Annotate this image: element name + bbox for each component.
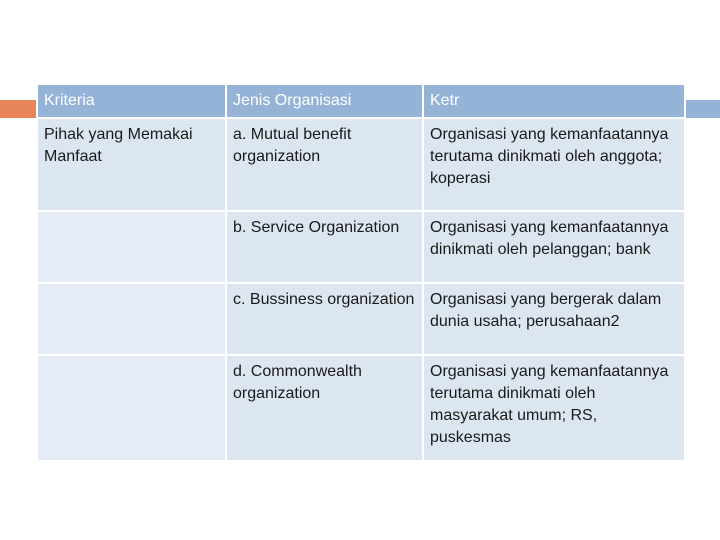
table-row [37,211,685,283]
header-ketr: Ketr [423,84,685,118]
accent-bar-left [0,100,36,118]
accent-bar-right [686,100,720,118]
cell-kriteria: Pihak yang Memakai Manfaat [37,118,226,211]
cell-jenis: a. Mutual benefit organization [226,118,423,211]
cell-ketr: Organisasi yang kemanfaatannya terutama dinikmati oleh masyarakat umum; RS, puskesmas [423,355,685,461]
cell-kriteria [37,283,226,355]
table-row [37,355,685,461]
table-header-row [37,84,685,118]
organization-type-table [36,83,686,462]
cell-jenis: b. Service Organization [226,211,423,283]
cell-kriteria [37,355,226,461]
cell-kriteria [37,211,226,283]
cell-ketr: Organisasi yang kemanfaatannya terutama dinikmati oleh anggota; koperasi [423,118,685,211]
cell-jenis: d. Commonwealth organization [226,355,423,461]
header-kriteria: Kriteria [37,84,226,118]
cell-ketr: Organisasi yang kemanfaatannya dinikmati oleh pelanggan; bank [423,211,685,283]
cell-ketr: Organisasi yang bergerak dalam dunia usaha; perusahaan2 [423,283,685,355]
cell-jenis: c. Bussiness organization [226,283,423,355]
table-row [37,283,685,355]
table-row [37,118,685,211]
header-jenis-organisasi: Jenis Organisasi [226,84,423,118]
